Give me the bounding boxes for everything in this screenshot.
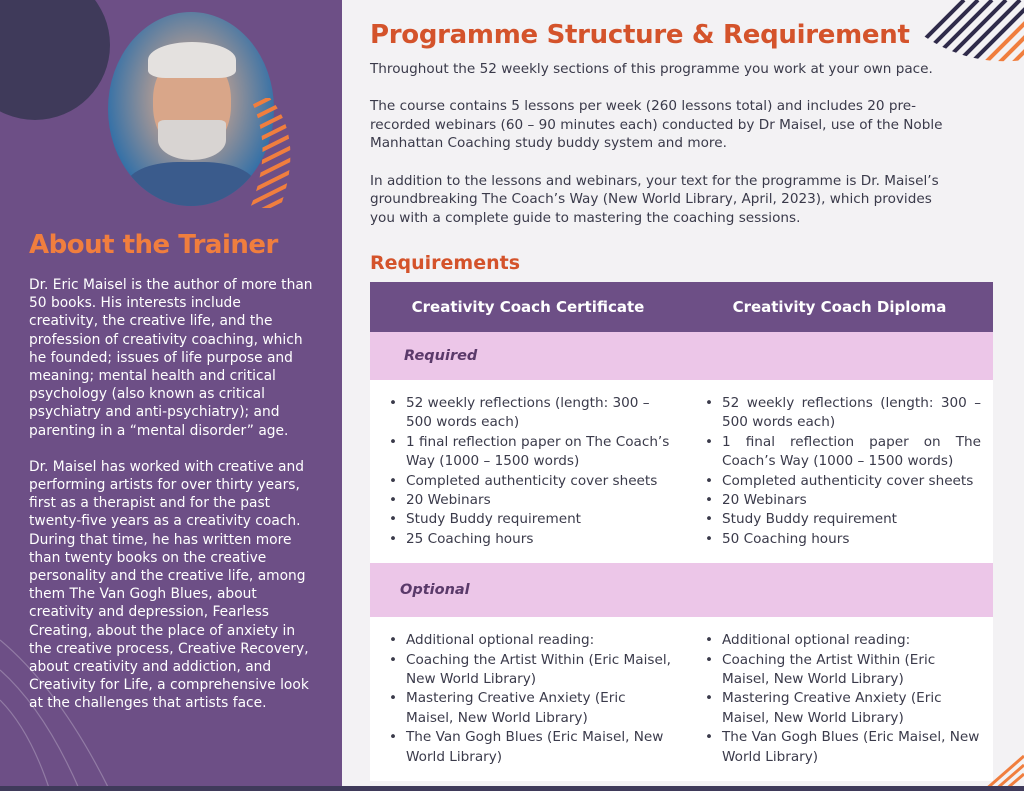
list-item: • 20 Webinars (386, 491, 674, 510)
list-item: • 52 weekly reflections (length: 300 – 500 words each) (386, 394, 674, 433)
about-title: About the Trainer (29, 230, 278, 260)
list-item: • 52 weekly reflections (length: 300 – 500 words each) (702, 394, 981, 433)
programme-intro (370, 60, 950, 246)
certificate-optional-cell (370, 617, 686, 781)
orange-stripes-icon (250, 98, 300, 208)
list-item: • Study Buddy requirement (386, 510, 674, 529)
requirements-table (370, 282, 993, 781)
intro-paragraph: Throughout the 52 weekly sections of this programme you work at your own pace. (370, 61, 933, 77)
requirements-title: Requirements (370, 252, 521, 274)
decorative-blob (0, 0, 110, 120)
about-text (29, 276, 314, 731)
list-item: • Completed authenticity cover sheets (702, 472, 981, 491)
diploma-optional-cell (686, 617, 993, 781)
list-item: • Completed authenticity cover sheets (386, 472, 674, 491)
list-item: • 1 final reflection paper on The Coach’s Way (1000 – 1500 words) (386, 433, 674, 472)
list-item: • Coaching the Artist Within (Eric Maisel, New World Library) (702, 651, 981, 690)
about-paragraph: Dr. Eric Maisel is the author of more than 50 books. His interests include creativity, the creative life, and the profession of creativity coaching, which he founded; issues of life purpose and meaning; mental health and critical psychology (also known as critical psychiatry and anti-psychiatry); and parenting in a “mental disorder” age. (29, 277, 313, 439)
header-diploma: Creativity Coach Diploma (686, 282, 993, 332)
optional-section-label: Optional (370, 563, 993, 617)
list-item: • Additional optional reading: (386, 631, 674, 650)
list-item: • The Van Gogh Blues (Eric Maisel, New World Library) (702, 728, 981, 767)
required-section-label: Required (370, 332, 993, 380)
list-item: • The Van Gogh Blues (Eric Maisel, New World Library) (386, 728, 674, 767)
list-item: • Mastering Creative Anxiety (Eric Maisel, New World Library) (386, 689, 674, 728)
diploma-required-cell (686, 380, 993, 563)
about-panel (0, 0, 342, 791)
header-certificate: Creativity Coach Certificate (370, 282, 686, 332)
list-item: • 25 Coaching hours (386, 530, 674, 549)
list-item: • 50 Coaching hours (702, 530, 981, 549)
programme-panel (342, 0, 1024, 791)
about-paragraph: Dr. Maisel has worked with creative and performing artists for over thirty years, first as a therapist and for the past twenty-five years as a creativity coach. During that time, he has written more than twenty books on the creative personality and the creative life, among them The Van Gogh Blues, about creativity and depression, Fearless Creating, about the place of anxiety in the creative process, Creative Recovery, about creativity and addiction, and Creativity for Life, a comprehensive look at the challenges that artists face. (29, 458, 309, 712)
programme-title: Programme Structure & Requirement (370, 20, 910, 50)
intro-paragraph: The course contains 5 lessons per week (260 lessons total) and includes 20 pre-recorded webinars (60 – 90 minutes each) conducted by Dr Maisel, use of the Noble Manhattan Coaching study buddy system and more. (370, 98, 943, 152)
list-item: • Mastering Creative Anxiety (Eric Maisel, New World Library) (702, 689, 981, 728)
certificate-required-cell (370, 380, 686, 563)
list-item: • Additional optional reading: (702, 631, 981, 650)
intro-paragraph: In addition to the lessons and webinars, your text for the programme is Dr. Maisel’s groundbreaking The Coach’s Way (New World Library, April, 2023), which provides you with a complete guide to mastering the coaching sessions. (370, 172, 939, 226)
list-item: • Study Buddy requirement (702, 510, 981, 529)
list-item: • Coaching the Artist Within (Eric Maisel, New World Library) (386, 651, 674, 690)
list-item: • 1 final reflection paper on The Coach’s Way (1000 – 1500 words) (702, 433, 981, 472)
bottom-bar (0, 786, 1024, 791)
list-item: • 20 Webinars (702, 491, 981, 510)
